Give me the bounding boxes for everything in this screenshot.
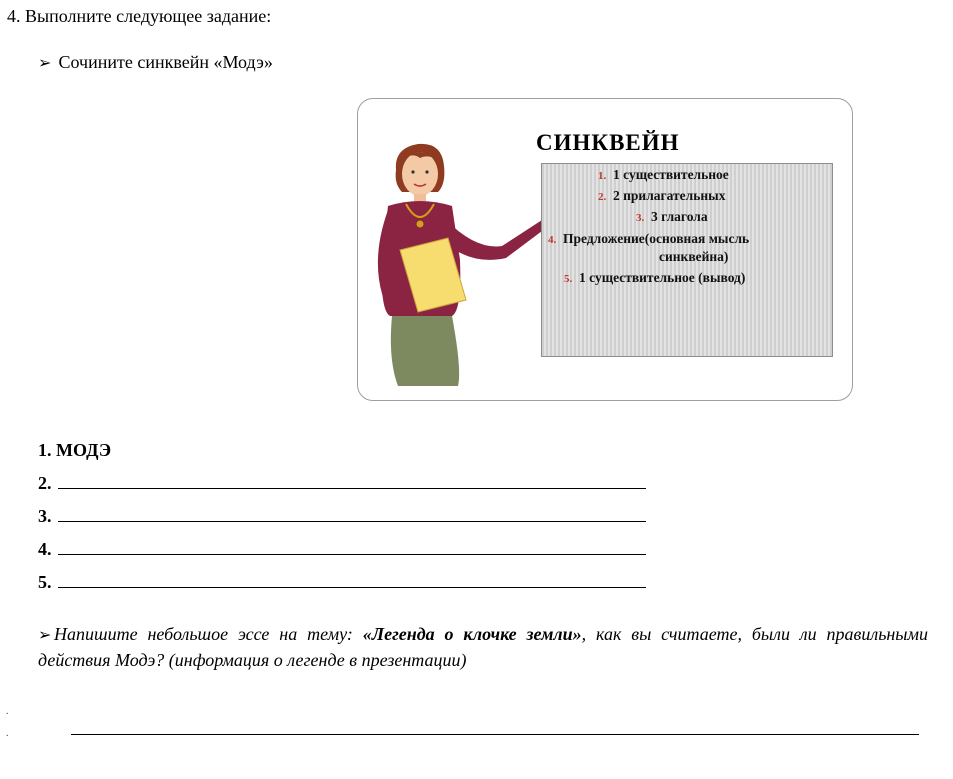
cinquain-title: СИНКВЕЙН <box>536 130 680 155</box>
answer-line-5[interactable]: 5. <box>38 572 646 593</box>
teacher-skirt <box>391 316 459 386</box>
board-item-4: 4. Предложение(основная мысль <box>548 231 750 246</box>
teacher-face <box>402 152 438 196</box>
answer-line-3[interactable]: 3. <box>38 506 646 527</box>
answer-line-4[interactable]: 4. <box>38 539 646 560</box>
answer-blank[interactable] <box>58 573 646 588</box>
task-bullet-text: Сочините синквейн «Модэ» <box>58 52 273 72</box>
board-item-1: 1. 1 существительное <box>598 167 729 182</box>
arrow-bullet-icon: ➢ <box>38 55 52 72</box>
board-item-5: 5. 1 существительное (вывод) <box>564 270 746 285</box>
margin-dot: . <box>6 706 9 717</box>
board-item-2: 2. 2 прилагательных <box>598 188 726 203</box>
answer-line-2[interactable]: 2. <box>38 473 646 494</box>
essay-task: ➢ Напишите небольшое эссе на тему: «Легенда о клочке земли», как вы считаете, были ли правильными действия Модэ? (информация о легенде в презентации) <box>38 624 928 670</box>
board-item-3: 3. 3 глагола <box>636 209 708 224</box>
task-bullet <box>38 52 273 73</box>
arrow-bullet-icon: ➢ <box>38 627 52 644</box>
answer-line-1: 1. МОДЭ <box>38 440 112 460</box>
board-item-4-continued: синквейна) <box>659 249 729 264</box>
margin-dot: . <box>6 728 9 739</box>
answer-blank[interactable] <box>58 474 646 489</box>
task-heading: 4. Выполните следующее задание: <box>7 6 272 26</box>
essay-answer-line[interactable] <box>71 734 919 735</box>
essay-topic: «Легенда о клочке земли» <box>362 624 582 644</box>
answer-blank[interactable] <box>58 540 646 555</box>
answer-blank[interactable] <box>58 507 646 522</box>
